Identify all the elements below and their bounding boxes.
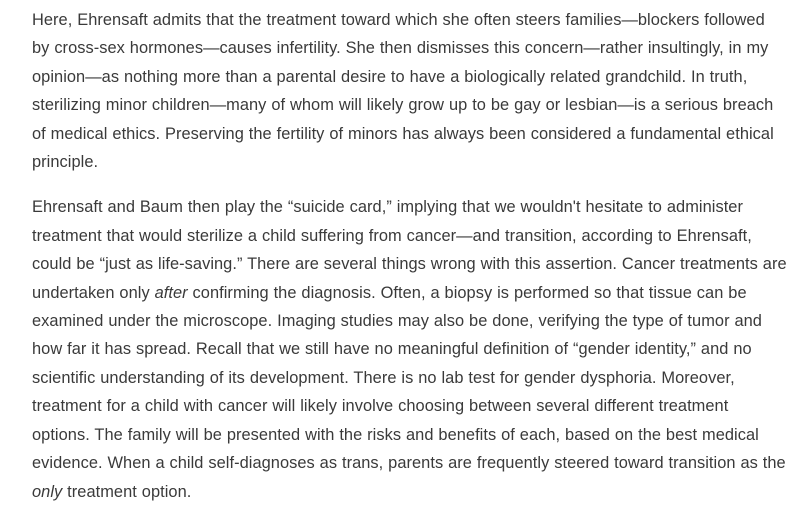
paragraph-fertility: [32, 6, 787, 176]
paragraph-suicide-card: [32, 193, 787, 505]
emphasis-after: after: [154, 283, 188, 302]
paragraph-text: treatment option.: [62, 482, 192, 501]
paragraph-text: confirming the diagnosis. Often, a biopsy is performed so that tissue can be examined under the microscope. Imaging studies may also be done, verifying the type of tumor and how far it has spread. Recall that we still have no meaningful definition of “gender identity,” and no scientific understanding of its development. There is no lab test for gender dysphoria. Moreover, treatment for a child with cancer will likely involve choosing between several different treatment options. The family will be presented with the risks and benefits of each, based on the best medical evidence. When a child self-diagnoses as trans, parents are frequently steered toward transition as the: [32, 283, 786, 473]
paragraph-text: Here, Ehrensaft admits that the treatment toward which she often steers families—blockers followed by cross-sex hormones—causes infertility. She then dismisses this concern—rather insultingly, in my opinion—as nothing more than a parental desire to have a biologically related grandchild. In truth, sterilizing minor children—many of whom will likely grow up to be gay or lesbian—is a serious breach of medical ethics. Preserving the fertility of minors has always been considered a fundamental ethical principle.: [32, 11, 774, 172]
emphasis-only: only: [32, 482, 63, 501]
paragraph-text: Ehrensaft and Baum then play the “suicide card,” implying that we wouldn't hesitate to administer treatment that would sterilize a child suffering from cancer—and transition, according to Ehrensaft, could be “just as life-saving.” There are several things wrong with this assertion. Cancer treatments are undertaken only: [32, 198, 787, 302]
